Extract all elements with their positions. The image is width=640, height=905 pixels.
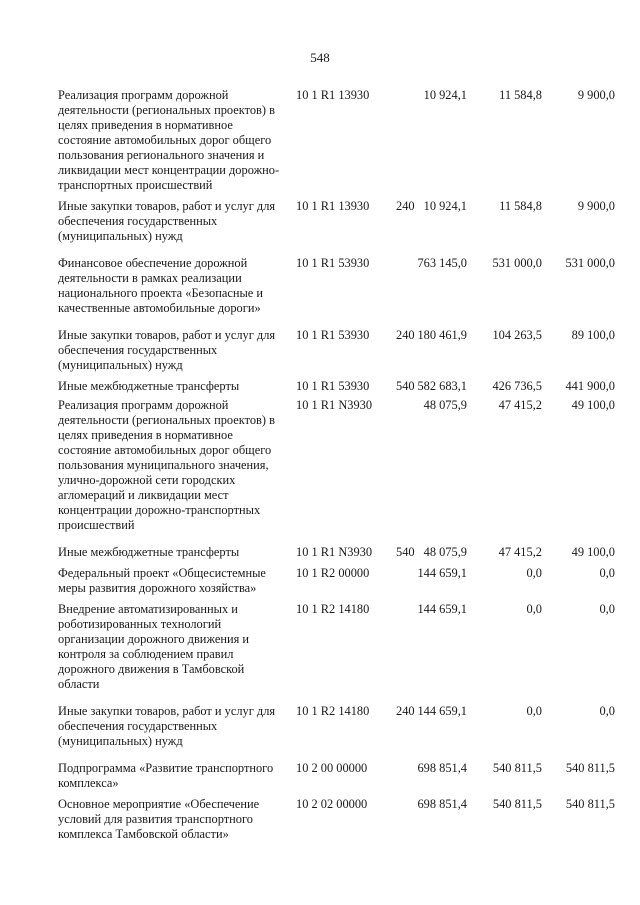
table-row [58,328,618,373]
row-value-1: 144 659,1 [417,602,467,616]
row-value-3: 49 100,0 [571,545,615,559]
row-code: 10 1 R1 53930 [296,379,370,393]
row-value-1: 10 924,1 [423,88,467,102]
table-row [58,199,618,244]
row-expense-type: 540 [396,545,415,559]
budget-table [58,88,618,842]
row-value-1: 10 924,1 [423,199,467,213]
row-value-2: 47 415,2 [498,398,542,412]
row-name: Иные закупки товаров, работ и услуг для обеспечения государственных (муниципальных) нужд [58,328,276,372]
page-number: 548 [310,50,330,65]
table-row [58,398,618,533]
row-value-2: 0,0 [526,602,542,616]
row-code: 10 1 R1 13930 [296,199,370,213]
row-value-3: 531 000,0 [565,256,615,270]
row-name: Иные закупки товаров, работ и услуг для обеспечения государственных (муниципальных) нужд [58,704,276,748]
row-value-2: 531 000,0 [492,256,542,270]
row-name: Подпрограмма «Развитие транспортного комплекса» [58,761,274,790]
row-expense-type: 540 [396,379,415,393]
row-code: 10 1 R2 14180 [296,602,370,616]
row-name: Реализация программ дорожной деятельности (региональных проектов) в целях приведения в нормативное состояние автомобильных дорог общего пользования муниципального значения, улично-дорожной сети городских агломераций и ликвидации мест концентрации дорожно-транспортных происшествий [58,398,275,532]
row-value-1: 698 851,4 [417,797,467,811]
row-name: Основное мероприятие «Обеспечение условий для развития транспортного комплекса Тамбовской области» [58,797,260,841]
row-code: 10 1 R1 53930 [296,328,370,342]
row-expense-type: 240 [396,199,415,213]
row-value-1: 48 075,9 [423,398,467,412]
row-value-2: 104 263,5 [492,328,542,342]
row-value-3: 9 900,0 [577,88,615,102]
row-name: Внедрение автоматизированных и роботизированных технологий организации дорожного движения и контроля за соблюдением правил дорожного движения в Тамбовской области [58,602,250,691]
row-value-3: 89 100,0 [571,328,615,342]
row-value-3: 49 100,0 [571,398,615,412]
table-row [58,761,618,791]
row-code: 10 1 R2 00000 [296,566,370,580]
row-code: 10 1 R1 N3930 [296,398,373,412]
row-code: 10 2 00 00000 [296,761,368,775]
row-name: Федеральный проект «Общесистемные меры развития дорожного хозяйства» [58,566,266,595]
row-value-2: 540 811,5 [492,761,542,775]
table-row [58,379,618,394]
row-value-1: 582 683,1 [417,379,467,393]
row-value-3: 0,0 [599,566,615,580]
table-row [58,566,618,596]
row-value-3: 9 900,0 [577,199,615,213]
row-code: 10 1 R2 14180 [296,704,370,718]
row-value-3: 540 811,5 [565,761,615,775]
row-name: Реализация программ дорожной деятельности (региональных проектов) в целях приведения в нормативное состояние автомобильных дорог общего пользования регионального значения и ликвидации мест концентрации дорожно-транспортных происшествий [58,88,280,192]
row-code: 10 1 R1 N3930 [296,545,373,559]
row-value-2: 11 584,8 [499,88,542,102]
row-value-2: 47 415,2 [498,545,542,559]
row-value-3: 540 811,5 [565,797,615,811]
row-value-3: 0,0 [599,704,615,718]
row-name: Иные межбюджетные трансферты [58,379,240,393]
row-value-1: 698 851,4 [417,761,467,775]
row-value-2: 540 811,5 [492,797,542,811]
row-expense-type: 240 [396,328,415,342]
row-value-2: 426 736,5 [492,379,542,393]
row-value-2: 11 584,8 [499,199,542,213]
table-row [58,704,618,749]
row-code: 10 1 R1 13930 [296,88,370,102]
table-row [58,545,618,560]
row-code: 10 2 02 00000 [296,797,368,811]
row-value-1: 763 145,0 [417,256,467,270]
row-name: Иные межбюджетные трансферты [58,545,240,559]
row-value-2: 0,0 [526,704,542,718]
row-value-3: 0,0 [599,602,615,616]
row-name: Финансовое обеспечение дорожной деятельности в рамках реализации национального проекта «Безопасные и качественные автомобильные дороги» [58,256,264,315]
row-code: 10 1 R1 53930 [296,256,370,270]
row-value-1: 144 659,1 [417,704,467,718]
row-value-1: 144 659,1 [417,566,467,580]
row-value-1: 48 075,9 [423,545,467,559]
table-row [58,256,618,316]
table-row [58,797,618,842]
table-row [58,602,618,692]
table-row [58,88,618,193]
row-value-1: 180 461,9 [417,328,467,342]
row-expense-type: 240 [396,704,415,718]
row-value-2: 0,0 [526,566,542,580]
row-value-3: 441 900,0 [565,379,615,393]
row-name: Иные закупки товаров, работ и услуг для обеспечения государственных (муниципальных) нужд [58,199,276,243]
